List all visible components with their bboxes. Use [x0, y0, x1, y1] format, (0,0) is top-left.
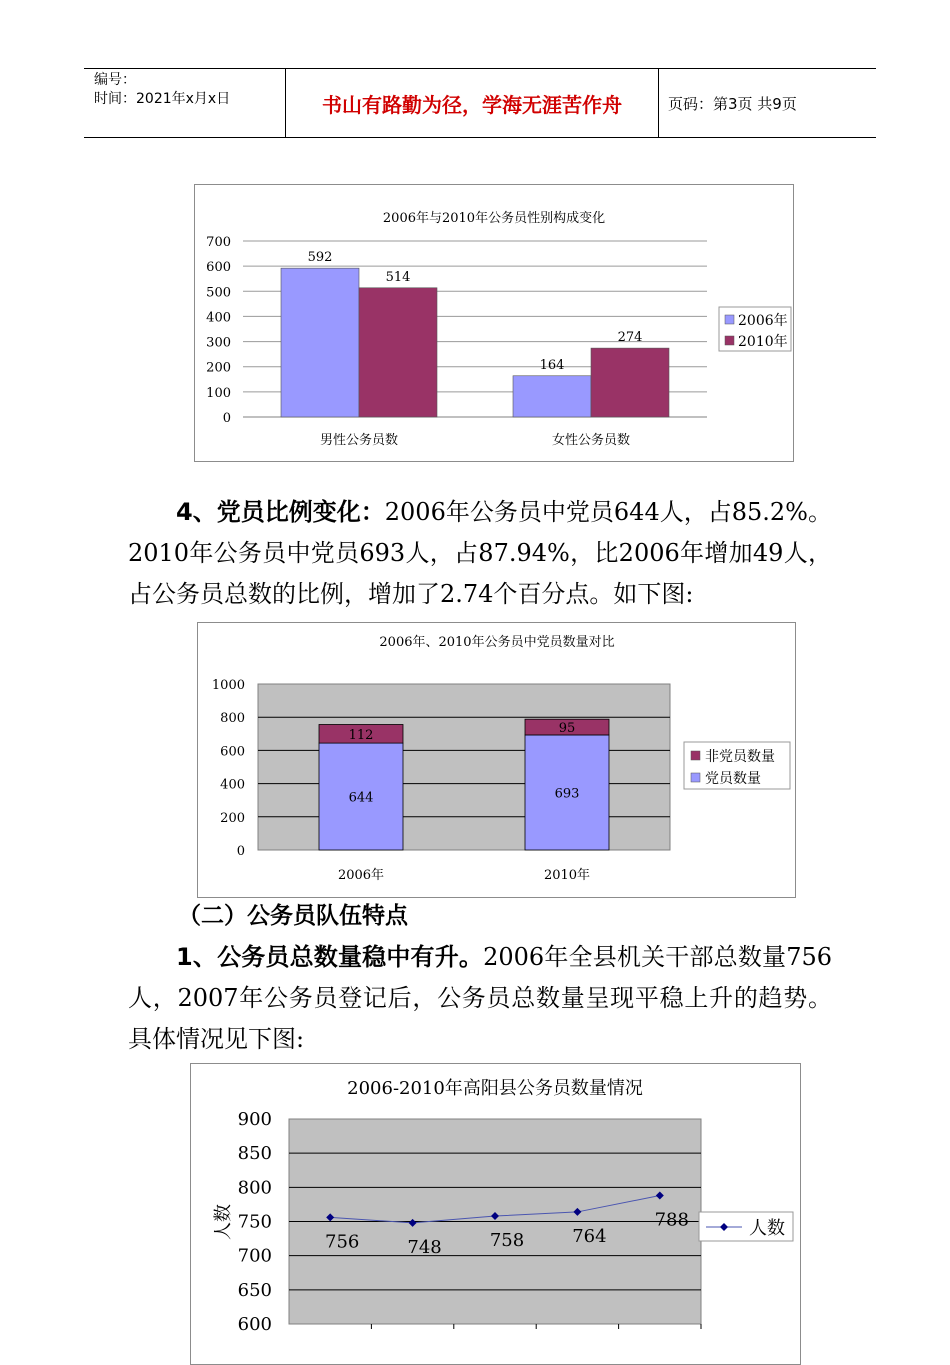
- legend-label: 2006年: [738, 313, 788, 329]
- gender-chart: [194, 184, 794, 462]
- y-tick-label: 800: [220, 711, 245, 727]
- header-number-label: 编号：: [94, 72, 136, 88]
- chart-title: 2006年、2010年公务员中党员数量对比: [379, 635, 615, 650]
- section-title: （二）公务员队伍特点: [178, 903, 408, 929]
- data-label: 95: [558, 721, 576, 737]
- data-label: 164: [539, 357, 565, 373]
- chart-title: 2006年与2010年公务员性别构成变化: [382, 211, 606, 226]
- party-chart: [197, 622, 796, 898]
- data-label: 693: [554, 786, 580, 802]
- chart-title: 2006-2010年高阳县公务员数量情况: [347, 1078, 643, 1099]
- y-tick-label: 650: [237, 1279, 272, 1301]
- y-tick-label: 0: [222, 411, 231, 426]
- header-divider: [658, 69, 659, 137]
- bar: [513, 376, 591, 417]
- paragraph-text: 2006年全县机关干部总数量756人，2007年公务员登记后，公务员总数量呈现平稳上升的趋势。具体情况见下图:: [128, 943, 832, 1053]
- header-time-label: 时间：2021年x月x日: [94, 91, 231, 107]
- legend-swatch: [691, 773, 700, 782]
- bar: [281, 268, 359, 417]
- x-tick-label: 2006年: [337, 868, 385, 883]
- x-tick-label: 女性公务员数: [551, 433, 631, 448]
- y-tick-label: 200: [206, 360, 231, 376]
- y-tick-label: 700: [206, 235, 231, 250]
- bar: [591, 348, 669, 417]
- header-motto: 书山有路勤为径，学海无涯苦作舟: [322, 92, 622, 117]
- y-tick-label: 200: [220, 810, 245, 826]
- y-tick-label: 400: [220, 777, 245, 793]
- trend-chart: [190, 1063, 801, 1365]
- y-tick-label: 750: [237, 1211, 272, 1233]
- y-tick-label: 0: [236, 844, 245, 859]
- header-meta: [84, 69, 294, 139]
- legend-label: 人数: [749, 1218, 785, 1239]
- paragraph-party-ratio: [128, 492, 832, 615]
- y-tick-label: 900: [237, 1109, 272, 1130]
- data-label: 756: [325, 1231, 360, 1253]
- data-label: 748: [407, 1236, 442, 1258]
- legend-swatch: [725, 336, 734, 345]
- bar: [359, 288, 437, 417]
- legend-swatch: [725, 315, 734, 324]
- y-tick-label: 300: [206, 335, 231, 351]
- y-tick-label: 600: [220, 744, 245, 760]
- y-tick-label: 600: [206, 260, 231, 276]
- x-tick-label: 2010年: [543, 868, 591, 883]
- y-tick-label: 1000: [211, 678, 245, 693]
- paragraph-text: 2006年公务员中党员644人，占85.2%。2010年公务员中党员693人，占87.94%，比2006年增加49人，占公务员总数的比例，增加了2.74个百分点。如下图:: [128, 498, 832, 608]
- page-header: [84, 68, 876, 138]
- y-tick-label: 100: [206, 385, 231, 401]
- paragraph-heading: 1、公务员总数量稳中有升。: [176, 943, 484, 971]
- data-label: 788: [654, 1209, 689, 1231]
- y-tick-label: 500: [206, 285, 231, 301]
- legend-swatch: [691, 751, 700, 760]
- legend-label: 非党员数量: [705, 749, 775, 765]
- paragraph-total-count: [128, 937, 832, 1060]
- y-tick-label: 800: [237, 1177, 272, 1199]
- legend-label: 2010年: [738, 334, 788, 350]
- data-label: 644: [348, 790, 374, 806]
- data-label: 764: [572, 1225, 607, 1247]
- legend-label: 党员数量: [705, 771, 761, 787]
- paragraph-heading: 4、党员比例变化：: [176, 498, 385, 526]
- gender-chart-svg: [195, 185, 793, 461]
- y-tick-label: 400: [206, 310, 231, 326]
- data-label: 274: [617, 330, 643, 346]
- data-label: 592: [307, 250, 333, 266]
- x-tick-label: 男性公务员数: [319, 433, 399, 448]
- party-chart-svg: [198, 623, 795, 897]
- y-tick-label: 850: [237, 1143, 272, 1165]
- data-label: 112: [348, 727, 374, 743]
- header-page-info: 页码：第3页 共9页: [668, 94, 797, 113]
- y-axis-title: 人数: [213, 1204, 234, 1240]
- y-tick-label: 700: [237, 1245, 272, 1267]
- y-tick-label: 600: [237, 1314, 272, 1335]
- data-label: 514: [385, 269, 411, 285]
- data-label: 758: [489, 1230, 525, 1252]
- trend-chart-svg: [191, 1064, 800, 1364]
